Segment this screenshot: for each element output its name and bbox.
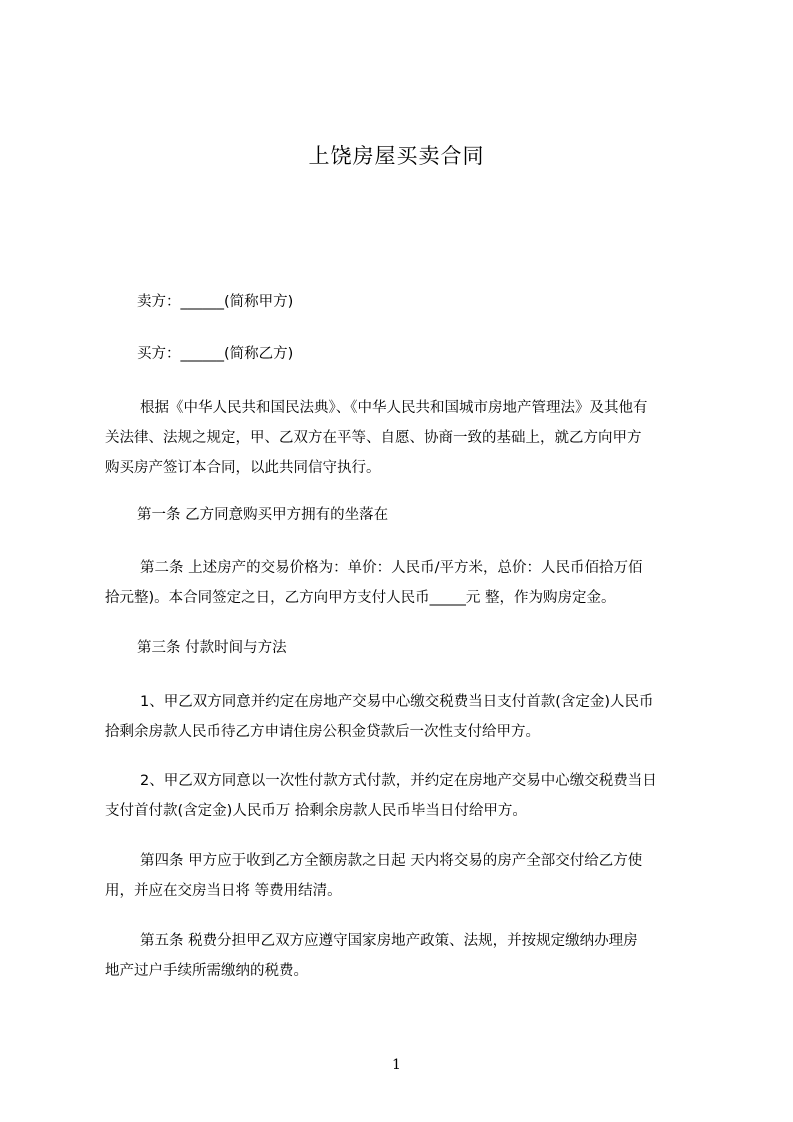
paragraph-preamble bbox=[105, 393, 705, 483]
text-line: 用，并应在交房当日将 等费用结清。 bbox=[105, 883, 342, 899]
text-line: 第五条 税费分担甲乙双方应遵守国家房地产政策、法规，并按规定缴纳办理房 bbox=[140, 933, 638, 949]
text-line: 拾元整)。本合同签定之日，乙方向甲方支付人民币_____元 整，作为购房定金。 bbox=[105, 590, 616, 606]
text-line: 2、甲乙双方同意以一次性付款方式付款，并约定在房地产交易中心缴交税费当日 bbox=[140, 773, 657, 789]
paragraph-clause-1 bbox=[105, 687, 705, 747]
paragraph-article-4 bbox=[105, 846, 705, 906]
text-line: 买方：______(简称乙方) bbox=[137, 346, 294, 362]
text-line: 地产过户手续所需缴纳的税费。 bbox=[105, 963, 308, 979]
paragraph-seller bbox=[105, 287, 705, 317]
text-line: 第三条 付款时间与方法 bbox=[137, 640, 287, 656]
text-line: 第二条 上述房产的交易价格为：单价：人民币/平方米，总价：人民币佰拾万佰 bbox=[140, 560, 643, 576]
text-line: 关法律、法规之规定，甲、乙双方在平等、自愿、协商一致的基础上，就乙方向甲方 bbox=[105, 430, 642, 446]
paragraph-clause-2 bbox=[105, 766, 705, 826]
paragraph-article-3 bbox=[105, 633, 705, 663]
paragraph-article-2 bbox=[105, 553, 705, 613]
text-line: 购买房产签订本合同，以此共同信守执行。 bbox=[105, 460, 381, 476]
paragraph-article-1 bbox=[105, 500, 705, 530]
document-title: 上饶房屋买卖合同 bbox=[308, 144, 485, 168]
text-line: 第一条 乙方同意购买甲方拥有的坐落在 bbox=[137, 507, 389, 523]
text-line: 支付首付款(含定金)人民币万 拾剩余房款人民币毕当日付给甲方。 bbox=[105, 803, 527, 819]
text-line: 拾剩余房款人民币待乙方申请住房公积金贷款后一次性支付给甲方。 bbox=[105, 724, 540, 740]
text-line: 卖方：______(简称甲方) bbox=[137, 294, 294, 310]
text-line: 根据《中华人民共和国民法典》、《中华人民共和国城市房地产管理法》及其他有 bbox=[140, 400, 648, 416]
paragraph-article-5 bbox=[105, 926, 705, 986]
paragraph-buyer bbox=[105, 339, 705, 369]
text-line: 第四条 甲方应于收到乙方全额房款之日起 天内将交易的房产全部交付给乙方使 bbox=[140, 853, 643, 869]
text-line: 1、甲乙双方同意并约定在房地产交易中心缴交税费当日支付首款(含定金)人民币 bbox=[140, 694, 654, 710]
page-number: 1 bbox=[392, 1057, 401, 1073]
